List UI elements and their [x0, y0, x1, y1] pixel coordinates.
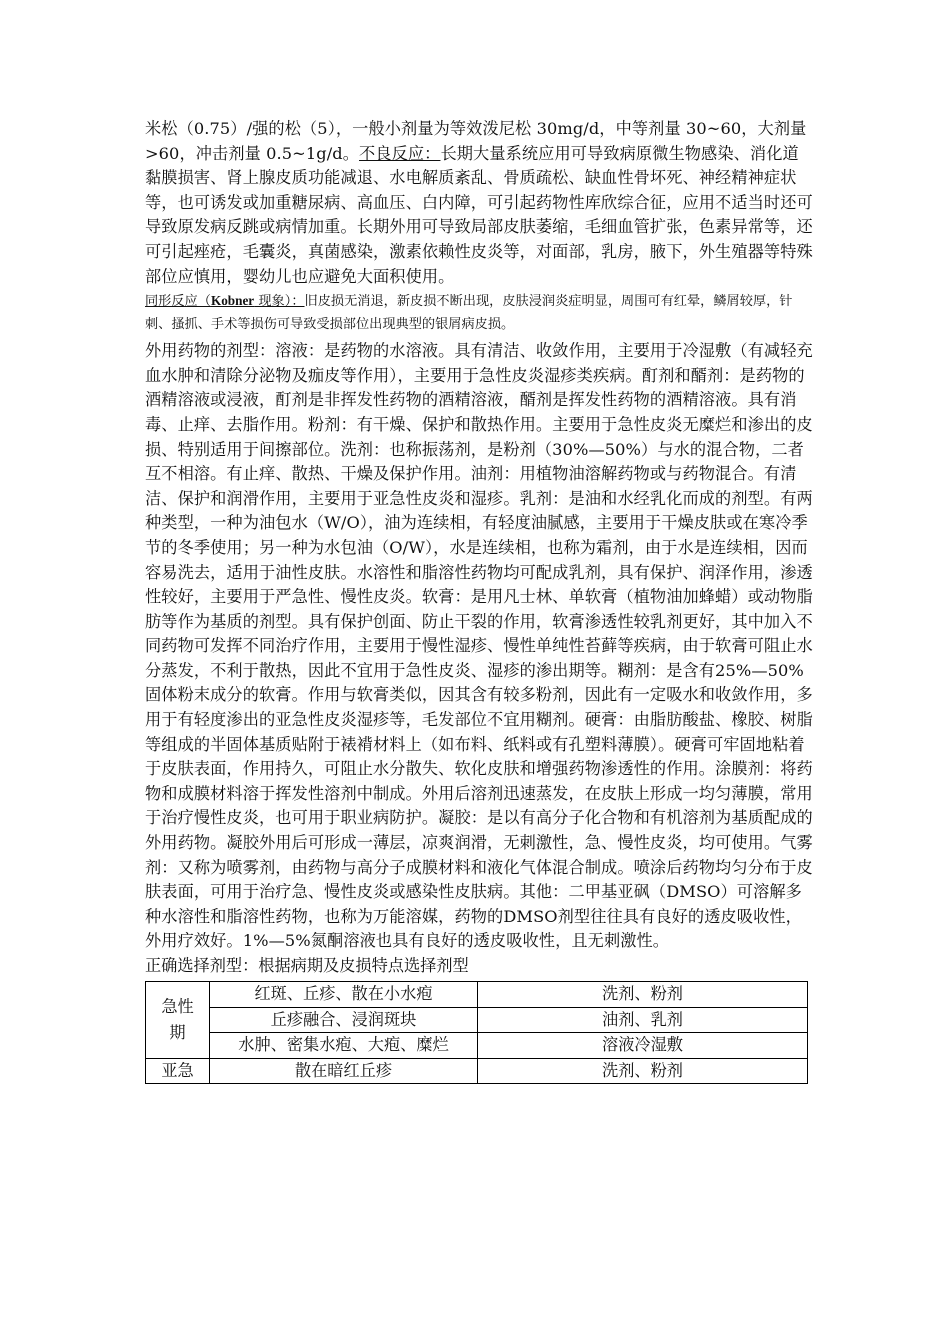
stage-cell-acute: [146, 982, 210, 1059]
dosage-text: 米松（0.75）/强的松（5），一般小剂量为等效泼尼松 30mg/d，中等剂量 30~60，大剂量>60，冲击剂量 0.5~1g/d。: [145, 119, 807, 163]
table-row: [146, 1058, 808, 1084]
koebner-text: 旧皮损无消退，新皮损不断出现，皮肤浸润炎症明显，周围可有红晕，鳞屑较厚，针刺、搔抓、手术等损伤可导致受损部位出现典型的银屑病皮损。: [145, 294, 793, 332]
lesion-cell: 丘疹融合、浸润斑块: [210, 1007, 478, 1033]
stage-label-acute: 急性期: [161, 996, 194, 1042]
form-selection-heading: 正确选择剂型：根据病期及皮损特点选择剂型: [145, 956, 469, 975]
corticosteroid-paragraph: [145, 117, 813, 289]
lesion-cell: 水肿、密集水疱、大疱、糜烂: [210, 1033, 478, 1059]
adverse-reaction-text: 长期大量系统应用可导致病原微生物感染、消化道黏膜损害、肾上腺皮质功能减退、水电解质紊乱、骨质疏松、缺血性骨坏死、神经精神症状等，也可诱发或加重糖尿病、高血压、白内障，可引起药物性库欣综合征，应用不适当时还可导致原发病反跳或病情加重。长期外用可导致局部皮肤萎缩，毛细血管扩张，色素异常等，还可引起痤疮，毛囊炎，真菌感染，激素依赖性皮炎等，对面部，乳房，腋下，外生殖器等特殊部位应慎用，婴幼儿也应避免大面积使用。: [145, 143, 813, 286]
document-page: [145, 117, 813, 1084]
form-cell: 洗剂、粉剂: [478, 982, 808, 1008]
form-cell: 油剂、乳剂: [478, 1007, 808, 1033]
form-cell: 洗剂、粉剂: [478, 1058, 808, 1084]
koebner-label: [145, 294, 305, 309]
form-cell: 溶液冷湿敷: [478, 1033, 808, 1059]
koebner-label-name: Kobner: [210, 293, 255, 309]
lesion-cell: 散在暗红丘疹: [210, 1058, 478, 1084]
koebner-label-suffix: 现象）：: [254, 294, 305, 310]
stage-cell-subacute: 亚急: [146, 1058, 210, 1084]
adverse-reaction-label: 不良反应：: [359, 143, 441, 163]
table-row: [146, 1007, 808, 1033]
lesion-cell: 红斑、丘疹、散在小水疱: [210, 982, 478, 1008]
dosage-form-table: [145, 981, 808, 1084]
dosage-forms-paragraph: 外用药物的剂型：溶液：是药物的水溶液。具有清洁、收敛作用，主要用于冷湿敷（有减轻充血水肿和清除分泌物及痂皮等作用），主要用于急性皮炎湿疹类疾病。酊剂和醑剂：是药物的酒精溶液或浸液，酊剂是非挥发性药物的酒精溶液，醑剂是挥发性药物的酒精溶液。具有消毒、止痒、去脂作用。粉剂：有干燥、保护和散热作用。主要用于急性皮炎无糜烂和渗出的皮损、特别适用于间擦部位。洗剂：也称振荡剂，是粉剂（30%—50%）与水的混合物，二者互不相溶。有止痒、散热、干燥及保护作用。油剂：用植物油溶解药物或与药物混合。有清洁、保护和润滑作用，主要用于亚急性皮炎和湿疹。乳剂：是油和水经乳化而成的剂型。有两种类型，一种为油包水（W/O），油为连续相，有轻度油腻感，主要用于干燥皮肤或在寒冷季节的冬季使用；另一种为水包油（O/W），水是连续相，也称为霜剂，由于水是连续相，因而容易洗去，适用于油性皮肤。水溶性和脂溶性药物均可配成乳剂，具有保护、润泽作用，渗透性较好，主要用于严急性、慢性皮炎。软膏：是用凡士林、单软膏（植物油加蜂蜡）或动物脂肪等作为基质的剂型。具有保护创面、防止干裂的作用，软膏渗透性较乳剂更好，其中加入不同药物可发挥不同治疗作用，主要用于慢性湿疹、慢性单纯性苔藓等疾病，由于软膏可阻止水分蒸发，不利于散热，因此不宜用于急性皮炎、湿疹的渗出期等。糊剂：是含有25%—50%固体粉末成分的软膏。作用与软膏类似，因其含有较多粉剂，因此有一定吸水和收敛作用，多用于有轻度渗出的亚急性皮炎湿疹等，毛发部位不宜用糊剂。硬膏：由脂肪酸盐、橡胶、树脂等组成的半固体基质贴附于裱褙材料上（如布料、纸料或有孔塑料薄膜）。硬膏可牢固地粘着于皮肤表面，作用持久，可阻止水分散失、软化皮肤和增强药物渗透性的作用。涂膜剂：将药物和成膜材料溶于挥发性溶剂中制成。外用后溶剂迅速蒸发，在皮肤上形成一均匀薄膜，常用于治疗慢性皮炎，也可用于职业病防护。凝胶：是以有高分子化合物和有机溶剂为基质配成的外用药物。凝胶外用后可形成一薄层，凉爽润滑，无刺激性，急、慢性皮炎，均可使用。气雾剂：又称为喷雾剂，由药物与高分子成膜材料和液化气体混合制成。喷涂后药物均匀分布于皮肤表面，可用于治疗急、慢性皮炎或感染性皮肤病。其他：二甲基亚砜（DMSO）可溶解多种水溶性和脂溶性药物，也称为万能溶媒，药物的DMSO剂型往往具有良好的透皮吸收性，外用疗效好。1%—5%氮酮溶液也具有良好的透皮吸收性，且无刺激性。: [145, 341, 813, 951]
koebner-paragraph: [145, 290, 813, 336]
table-row: [146, 1033, 808, 1059]
table-row: [146, 982, 808, 1008]
koebner-label-prefix: 同形反应（: [145, 294, 211, 310]
